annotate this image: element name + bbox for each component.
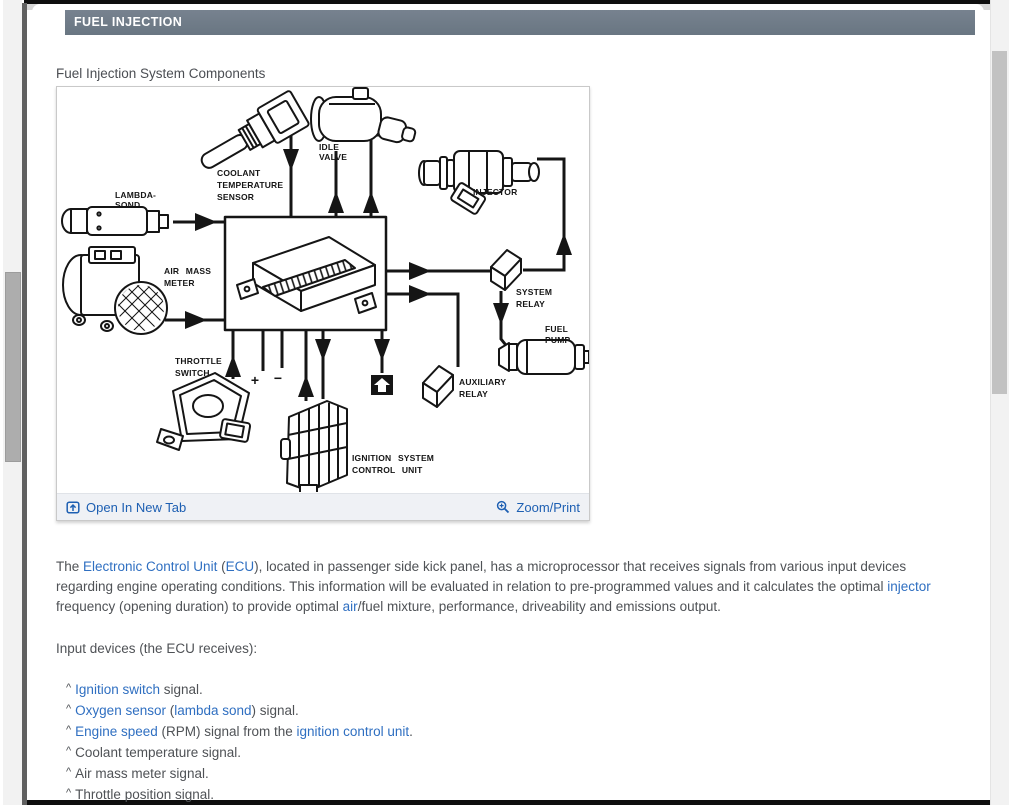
window-top-edge <box>24 0 995 4</box>
system-relay-drawing <box>491 250 521 290</box>
item-marker: ^ <box>66 703 72 715</box>
svg-text:METER: METER <box>164 278 195 288</box>
svg-text:CONTROL UNIT: CONTROL UNIT <box>352 465 423 475</box>
section-header <box>65 10 975 35</box>
open-in-new-tab-icon <box>66 500 80 514</box>
inline-link[interactable]: ignition control unit <box>296 724 410 739</box>
item-text <box>75 766 209 781</box>
inline-text: Coolant temperature signal. <box>75 745 242 760</box>
svg-text:SENSOR: SENSOR <box>217 192 255 202</box>
list-item <box>66 764 413 785</box>
list-item <box>66 701 413 722</box>
inline-text: ), located in passenger side kick panel, has a microprocessor that receives signals from various input devices regarding engine operating conditions. This information will be evaluated in relation to pre-programmed values and it calculates the optimal <box>56 559 907 594</box>
inline-text: The <box>56 559 84 574</box>
item-marker: ^ <box>66 724 72 736</box>
fuel-pump-drawing <box>499 340 589 374</box>
inline-link[interactable]: Engine speed <box>75 724 158 739</box>
inline-text: signal. <box>159 682 203 697</box>
section-title: FUEL INJECTION <box>74 15 183 29</box>
fuel-injection-diagram <box>57 87 589 492</box>
item-marker: ^ <box>66 745 72 757</box>
item-marker: ^ <box>66 766 72 778</box>
item-text <box>75 703 299 718</box>
open-in-new-tab-label: Open In New Tab <box>86 499 187 515</box>
svg-text:VALVE: VALVE <box>319 152 348 162</box>
svg-text:−: − <box>273 370 283 386</box>
inline-text: ( <box>165 703 175 718</box>
left-scrollbar-thumb[interactable] <box>5 272 21 462</box>
content-left-border <box>22 3 27 805</box>
svg-text:RELAY: RELAY <box>516 299 546 309</box>
inline-text: /fuel mixture, performance, driveability and emissions output. <box>357 599 721 614</box>
idle-valve-drawing <box>311 88 417 146</box>
injector-drawing <box>419 151 539 215</box>
svg-text:LAMBDA-: LAMBDA- <box>115 190 157 200</box>
svg-text:AIR MASS: AIR MASS <box>164 266 212 276</box>
svg-text:PUMP: PUMP <box>545 335 571 345</box>
inline-text: ( <box>217 559 226 574</box>
svg-text:IDLE: IDLE <box>319 142 340 152</box>
zoom-print-label: Zoom/Print <box>516 499 580 515</box>
item-text <box>75 745 241 760</box>
list-item <box>66 785 413 805</box>
svg-text:+: + <box>250 372 260 388</box>
inline-text: frequency (opening duration) to provide optimal <box>56 599 343 614</box>
svg-text:SYSTEM: SYSTEM <box>516 287 553 297</box>
inline-text: Air mass meter signal. <box>75 766 209 781</box>
inline-text: (RPM) signal from the <box>157 724 297 739</box>
ignition-control-unit-drawing <box>281 401 347 492</box>
input-devices-heading: Input devices (the ECU receives): <box>56 641 258 656</box>
ecu-drawing <box>225 217 386 330</box>
inline-link[interactable]: Oxygen sensor <box>75 703 166 718</box>
svg-text:THROTTLE: THROTTLE <box>175 356 222 366</box>
figure-caption: Fuel Injection System Components <box>56 66 266 81</box>
air-mass-meter-drawing <box>63 247 167 335</box>
description-paragraph <box>56 557 959 617</box>
item-marker: ^ <box>66 787 72 799</box>
item-text <box>75 682 203 697</box>
zoom-icon <box>496 500 510 514</box>
svg-text:TEMPERATURE: TEMPERATURE <box>217 180 284 190</box>
zoom-print-link[interactable] <box>496 500 580 515</box>
list-item <box>66 722 413 743</box>
svg-text:INJECTOR: INJECTOR <box>473 187 518 197</box>
inline-text: . <box>409 724 413 739</box>
open-in-new-tab-link[interactable] <box>66 500 186 515</box>
inline-text: Throttle position signal. <box>75 787 214 802</box>
item-marker: ^ <box>66 682 72 694</box>
figure-toolbar <box>57 493 589 520</box>
inline-link[interactable]: lambda sond <box>174 703 252 718</box>
auxiliary-relay-drawing <box>423 366 453 407</box>
inline-link[interactable]: Ignition switch <box>75 682 160 697</box>
svg-text:FUEL: FUEL <box>545 324 568 334</box>
list-item <box>66 743 413 764</box>
item-text <box>75 787 214 802</box>
svg-text:AUXILIARY: AUXILIARY <box>459 377 507 387</box>
right-scrollbar-thumb[interactable] <box>992 51 1007 394</box>
figure-card <box>56 86 590 521</box>
svg-text:RELAY: RELAY <box>459 389 489 399</box>
throttle-switch-drawing <box>157 373 251 450</box>
input-devices-list <box>66 680 413 805</box>
inline-link[interactable]: Electronic Control Unit <box>83 559 218 574</box>
inline-link[interactable]: air <box>342 599 358 614</box>
svg-text:SWITCH: SWITCH <box>175 368 210 378</box>
lambda-sond-drawing <box>62 207 168 235</box>
list-item <box>66 680 413 701</box>
item-text <box>75 724 413 739</box>
inline-link[interactable]: injector <box>887 579 931 594</box>
svg-text:IGNITION SYSTEM: IGNITION SYSTEM <box>352 453 435 463</box>
svg-text:SOND: SOND <box>115 200 141 210</box>
inline-text: ) signal. <box>251 703 299 718</box>
svg-text:COOLANT: COOLANT <box>217 168 261 178</box>
diagram-image <box>57 87 589 493</box>
inline-link[interactable]: ECU <box>225 559 255 574</box>
